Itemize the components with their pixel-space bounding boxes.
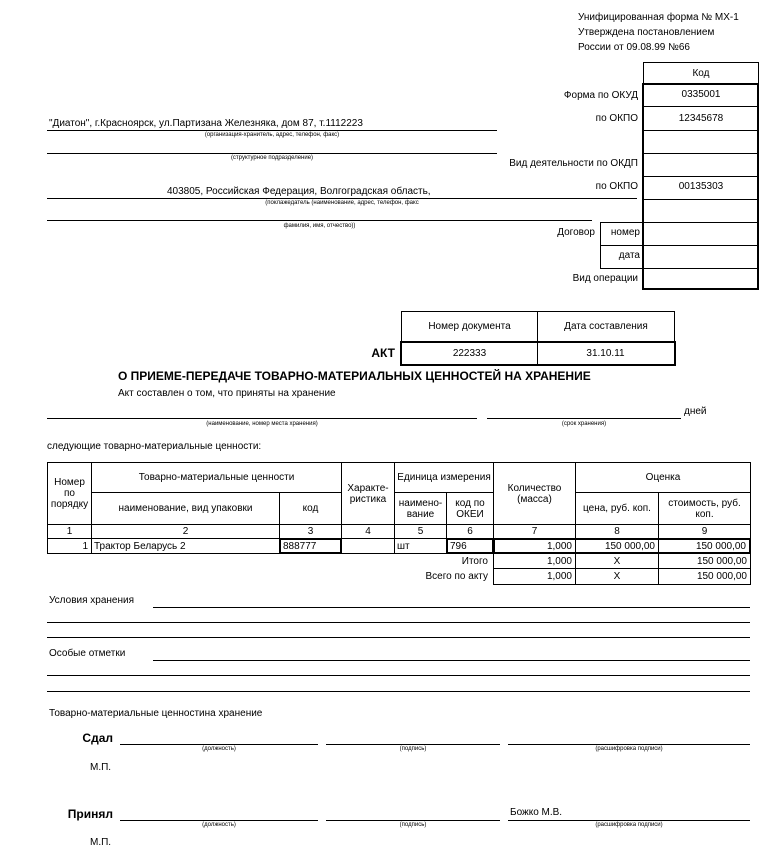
col-num-5: 5 bbox=[394, 524, 447, 539]
depositor-caption: (поклажедатель (наименование, адрес, телефон, факс bbox=[265, 200, 419, 206]
col-num-2: 2 bbox=[91, 524, 280, 539]
grand-cost: 150 000,00 bbox=[658, 568, 751, 585]
term-caption: (срок хранения) bbox=[561, 421, 607, 427]
okpo1-label: по ОКПО bbox=[595, 113, 638, 124]
contract-number-label: номер bbox=[610, 227, 640, 238]
th-eval: Оценка bbox=[575, 462, 751, 493]
th-name: наименование, вид упаковки bbox=[91, 492, 280, 525]
okpo2-value: 00135303 bbox=[678, 181, 724, 192]
stamp-2: М.П. bbox=[90, 837, 112, 848]
grand-qty: 1,000 bbox=[493, 568, 576, 585]
okud-value: 0335001 bbox=[681, 89, 721, 100]
col-num-3: 3 bbox=[279, 524, 342, 539]
doc-number-header: Номер документа bbox=[401, 311, 538, 342]
row-cost: 150 000,00 bbox=[658, 538, 751, 554]
row-num: 1 bbox=[47, 538, 92, 554]
th-price: цена, руб. коп. bbox=[575, 492, 659, 525]
okud-label: Форма по ОКУД bbox=[563, 90, 638, 101]
col-num-9: 9 bbox=[658, 524, 751, 539]
th-char: Характе-ристика bbox=[341, 462, 395, 525]
contract-label: Договор bbox=[557, 227, 595, 238]
act-title: О ПРИЕМЕ-ПЕРЕДАЧЕ ТОВАРНО-МАТЕРИАЛЬНЫХ ЦЕННОСТЕЙ НА ХРАНЕНИЕ bbox=[118, 369, 591, 383]
division-caption: (структурное подразделение) bbox=[230, 155, 314, 161]
received-label: Принял bbox=[67, 807, 113, 821]
th-num: Номер по порядку bbox=[47, 462, 92, 525]
operation-label: Вид операции bbox=[572, 273, 638, 284]
th-unit-name: наимено-вание bbox=[394, 492, 447, 525]
grand-price: Х bbox=[575, 568, 659, 585]
received-decoding-caption: (расшифровка подписи) bbox=[595, 822, 663, 828]
okpo1-value: 12345678 bbox=[678, 113, 724, 124]
receiver-name: Божко М.В. bbox=[510, 807, 563, 818]
handed-signature-caption: (подпись) bbox=[399, 746, 427, 752]
form-line-2: Утверждена постановлением bbox=[578, 27, 715, 38]
col-num-4: 4 bbox=[341, 524, 395, 539]
total-qty: 1,000 bbox=[493, 553, 576, 569]
col-num-7: 7 bbox=[493, 524, 576, 539]
org-name-caption: (организация-хранитель, адрес, телефон, факс) bbox=[204, 132, 340, 138]
storage-conditions-label: Условия хранения bbox=[49, 595, 135, 606]
okdp-label: Вид деятельности по ОКДП bbox=[509, 158, 638, 169]
person-caption: фамилия, имя, отчество)) bbox=[283, 223, 356, 229]
doc-date: 31.10.11 bbox=[537, 341, 676, 366]
th-tmc: Товарно-материальные ценности bbox=[91, 462, 342, 493]
th-unit-code: код по ОКЕИ bbox=[446, 492, 494, 525]
total-price: Х bbox=[575, 553, 659, 569]
col-num-8: 8 bbox=[575, 524, 659, 539]
form-line-3: России от 09.08.99 №66 bbox=[578, 42, 690, 53]
following-label: следующие товарно-материальные ценности: bbox=[47, 441, 262, 452]
row-qty: 1,000 bbox=[493, 538, 576, 554]
received-position-caption: (должность) bbox=[202, 822, 236, 828]
form-line-1: Унифицированная форма № МХ-1 bbox=[578, 12, 739, 23]
total-cost: 150 000,00 bbox=[658, 553, 751, 569]
received-signature-caption: (подпись) bbox=[399, 822, 427, 828]
handed-label: Сдал bbox=[82, 731, 113, 745]
col-num-6: 6 bbox=[446, 524, 494, 539]
act-label: АКТ bbox=[371, 346, 395, 360]
row-price: 150 000,00 bbox=[575, 538, 659, 554]
handed-decoding-caption: (расшифровка подписи) bbox=[595, 746, 663, 752]
th-unit: Единица измерения bbox=[394, 462, 494, 493]
th-code: код bbox=[279, 492, 342, 525]
act-subtitle: Акт составлен о том, что приняты на хранение bbox=[118, 388, 336, 399]
doc-date-header: Дата составления bbox=[537, 311, 675, 342]
tmc-for-storage-label: Товарно-материальные ценностина хранение bbox=[49, 708, 263, 719]
total-label: Итого bbox=[461, 556, 488, 567]
special-notes-label: Особые отметки bbox=[49, 648, 126, 659]
col-num-1: 1 bbox=[47, 524, 92, 539]
place-caption: (наименование, номер места хранения) bbox=[206, 421, 318, 427]
th-cost: стоимость, руб. коп. bbox=[658, 492, 751, 525]
contract-date-label: дата bbox=[618, 250, 640, 261]
row-unit-name: шт bbox=[394, 538, 447, 554]
handed-position-caption: (должность) bbox=[202, 746, 236, 752]
row-name: Трактор Беларусь 2 bbox=[91, 538, 280, 554]
grand-label: Всего по акту bbox=[425, 571, 488, 582]
doc-number: 222333 bbox=[400, 341, 538, 366]
row-char bbox=[341, 538, 395, 554]
code-header: Код bbox=[643, 62, 759, 84]
org-name: "Диатон", г.Красноярск, ул.Партизана Железняка, дом 87, т.1112223 bbox=[49, 118, 363, 129]
stamp-1: М.П. bbox=[90, 762, 112, 773]
row-code: 888777 bbox=[279, 538, 342, 554]
depositor: 403805, Российская Федерация, Волгоградская область, bbox=[167, 186, 431, 197]
days-label: дней bbox=[684, 406, 707, 417]
okpo2-label: по ОКПО bbox=[595, 181, 638, 192]
th-qty: Количество (масса) bbox=[493, 462, 576, 525]
row-unit-code: 796 bbox=[446, 538, 494, 554]
